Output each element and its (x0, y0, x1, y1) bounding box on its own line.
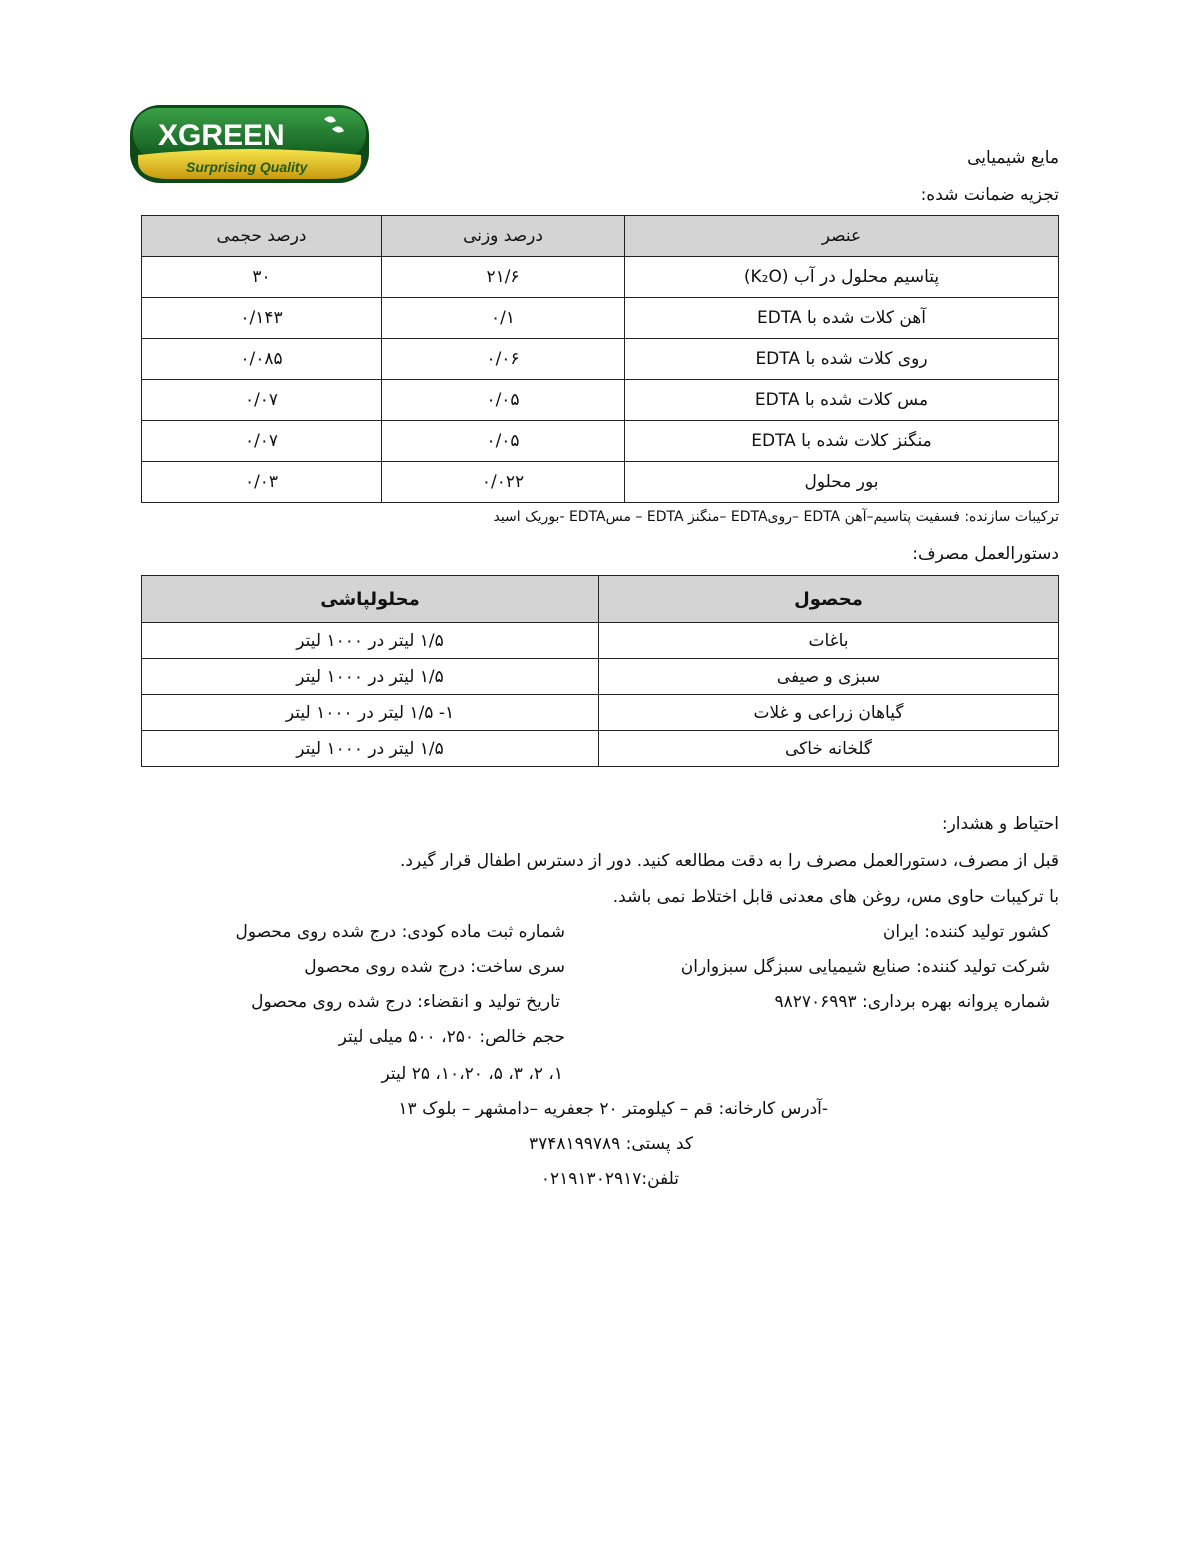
table-row (142, 421, 1059, 462)
cell-weight: ۰/۱ (382, 298, 625, 339)
cell-volume: ۳۰ (142, 257, 382, 298)
cell-weight: ۰/۰۵ (382, 380, 625, 421)
net-volume-liters: ۱، ۲، ۳، ۵، ۱۰،۲۰، ۲۵ لیتر (381, 1064, 563, 1084)
ingredients-line: ترکیبات سازنده: فسفیت پتاسیم–آهن EDTA –رویEDTA –منگنز EDTA – مسEDTA -بوریک اسید (493, 509, 1059, 525)
table-row (142, 731, 1059, 767)
cell-crop: گلخانه خاکی (599, 731, 1059, 767)
net-volume: حجم خالص: ۲۵۰، ۵۰۰ میلی لیتر (338, 1027, 565, 1047)
cell-volume: ۰/۰۷ (142, 380, 382, 421)
header-weight-percent: درصد وزنی (382, 216, 625, 257)
table-row (142, 380, 1059, 421)
table-row (142, 623, 1059, 659)
cell-dosage: ۱/۵ لیتر در ۱۰۰۰ لیتر (142, 731, 599, 767)
cell-element: روی کلات شده با EDTA (625, 339, 1059, 380)
phone-number: تلفن:۰۲۱۹۱۳۰۲۹۱۷ (540, 1169, 679, 1189)
postal-code: کد پستی: ۳۷۴۸۱۹۹۷۸۹ (528, 1134, 693, 1154)
batch-number: سری ساخت: درج شده روی محصول (304, 957, 565, 977)
cell-crop: سبزی و صیفی (599, 659, 1059, 695)
guaranteed-analysis-table (141, 215, 1059, 503)
cell-element: منگنز کلات شده با EDTA (625, 421, 1059, 462)
registration-number: شماره ثبت ماده کودی: درج شده روی محصول (235, 922, 565, 942)
cell-element: مس کلات شده با EDTA (625, 380, 1059, 421)
caution-title: احتیاط و هشدار: (941, 814, 1059, 834)
cell-dosage: ۱/۵ لیتر در ۱۰۰۰ لیتر (142, 623, 599, 659)
table-row (142, 339, 1059, 380)
document-type: مایع شیمیایی (967, 148, 1059, 168)
country-of-origin: کشور تولید کننده: ایران (882, 922, 1050, 942)
usage-title: دستورالعمل مصرف: (912, 544, 1059, 564)
svg-text:XGREEN: XGREEN (158, 119, 285, 152)
table-row (142, 659, 1059, 695)
header-foliar-spray: محلولپاشی (142, 576, 599, 623)
header-element: عنصر (625, 216, 1059, 257)
cell-element: بور محلول (625, 462, 1059, 503)
license-number: شماره پروانه بهره برداری: ۹۸۲۷۰۶۹۹۳ (774, 992, 1050, 1012)
guaranteed-analysis-title: تجزیه ضمانت شده: (920, 185, 1059, 205)
usage-table (141, 575, 1059, 767)
header-product: محصول (599, 576, 1059, 623)
xgreen-logo (128, 103, 371, 185)
table-header-row (142, 216, 1059, 257)
cell-volume: ۰/۱۴۳ (142, 298, 382, 339)
manufacturer: شرکت تولید کننده: صنایع شیمیایی سبزگل سبزواران (680, 957, 1050, 977)
caution-line-1: قبل از مصرف، دستورالعمل مصرف را به دقت مطالعه کنید. دور از دسترس اطفال قرار گیرد. (399, 851, 1059, 871)
cell-dosage: ۱/۵ لیتر در ۱۰۰۰ لیتر (142, 659, 599, 695)
factory-address: -آدرس کارخانه: قم – کیلومتر ۲۰ جعفریه –دامشهر – بلوک ۱۳ (398, 1099, 828, 1119)
svg-text:Surprising Quality: Surprising Quality (186, 159, 308, 175)
header-volume-percent: درصد حجمی (142, 216, 382, 257)
cell-weight: ۰/۰۵ (382, 421, 625, 462)
cell-volume: ۰/۰۷ (142, 421, 382, 462)
cell-element: پتاسیم محلول در آب (K₂O) (625, 257, 1059, 298)
cell-weight: ۰/۰۶ (382, 339, 625, 380)
cell-dosage: ۱- ۱/۵ لیتر در ۱۰۰۰ لیتر (142, 695, 599, 731)
cell-volume: ۰/۰۳ (142, 462, 382, 503)
table-row (142, 257, 1059, 298)
cell-volume: ۰/۰۸۵ (142, 339, 382, 380)
cell-weight: ۲۱/۶ (382, 257, 625, 298)
production-expiry-date: تاریخ تولید و انقضاء: درج شده روی محصول (251, 992, 560, 1012)
table-header-row (142, 576, 1059, 623)
cell-element: آهن کلات شده با EDTA (625, 298, 1059, 339)
cell-crop: باغات (599, 623, 1059, 659)
table-row (142, 462, 1059, 503)
caution-line-2: با ترکیبات حاوی مس، روغن های معدنی قابل اختلاط نمی باشد. (612, 887, 1059, 907)
table-row (142, 298, 1059, 339)
cell-crop: گیاهان زراعی و غلات (599, 695, 1059, 731)
table-row (142, 695, 1059, 731)
cell-weight: ۰/۰۲۲ (382, 462, 625, 503)
